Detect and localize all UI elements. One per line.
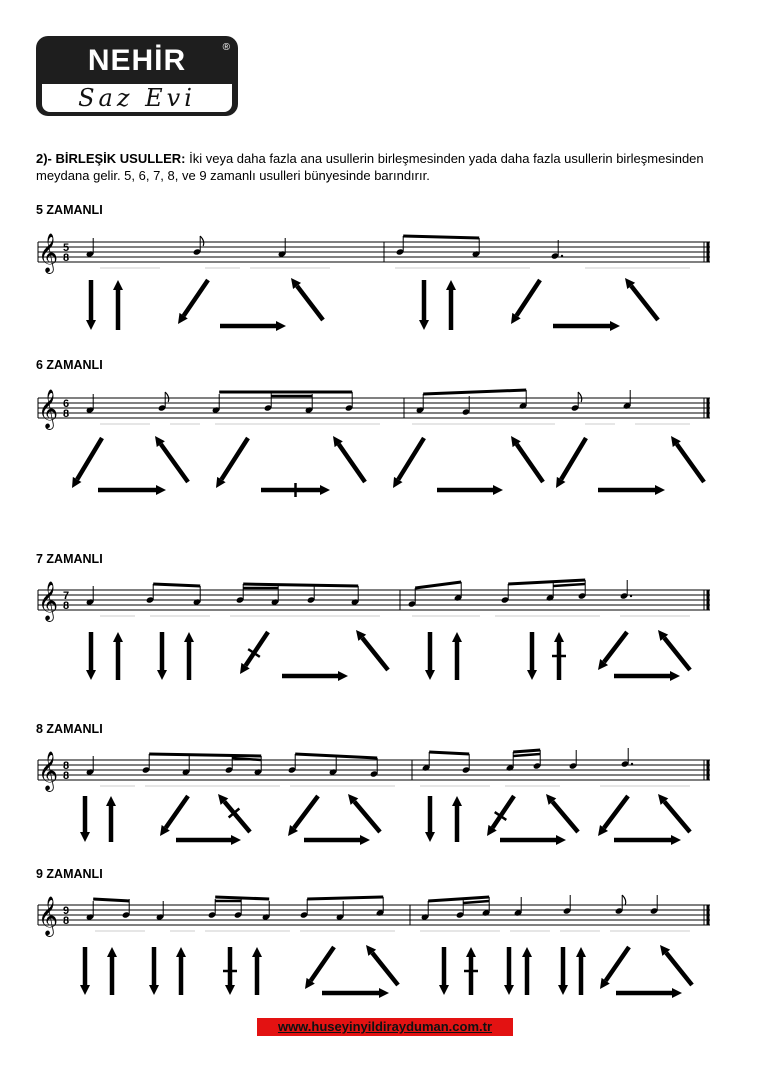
- intro-text: İki veya daha fazla ana usullerin birleşmesinden yada daha fazla usullerin birleşmesinden meydana gelir. 5, 6, 7, 8, ve 9 zamanlı usulleri bünyesinde barındırır.: [36, 151, 704, 183]
- note: [336, 901, 345, 921]
- intro-heading: 2)- BİRLEŞİK USULLER:: [36, 151, 186, 166]
- arrow-right-icon: [500, 835, 566, 845]
- note: [264, 392, 273, 412]
- registered-mark: ®: [222, 42, 230, 53]
- arrow-diagonal-icon: [288, 796, 318, 836]
- note: [462, 754, 471, 774]
- section-title-7: 7 ZAMANLI: [36, 552, 103, 566]
- arrow-up-icon: [107, 947, 117, 995]
- section-title-8: 8 ZAMANLI: [36, 722, 103, 736]
- arrow-diagonal-icon: [291, 278, 323, 320]
- arrow-up-icon: [452, 632, 462, 680]
- note: [501, 584, 510, 604]
- note: [519, 390, 528, 410]
- treble-clef-icon: 𝄞: [38, 896, 59, 936]
- note: [454, 582, 463, 602]
- note: [208, 899, 217, 919]
- time-signature-bottom: 8: [63, 252, 70, 264]
- note: [472, 238, 481, 258]
- arrow-up-icon: [252, 947, 262, 995]
- arrow-down-icon: [86, 632, 96, 680]
- note: [329, 756, 338, 776]
- arrow-down-icon: [527, 632, 537, 680]
- arrow-diagonal-icon: [546, 794, 578, 832]
- time-signature-top: 6: [63, 398, 70, 410]
- time-signature-bottom: 8: [63, 600, 70, 612]
- score-9-zamanli: [0, 885, 768, 1005]
- beam: [429, 752, 469, 754]
- arrow-up-icon: [184, 632, 194, 680]
- arrow-down-icon: [80, 947, 90, 995]
- score-7-zamanli: [0, 570, 768, 690]
- beam: [463, 901, 489, 903]
- score-6-zamanli: [0, 376, 768, 506]
- arrow-up-icon: [552, 632, 566, 680]
- arrow-right-icon: [614, 671, 680, 681]
- note: [86, 238, 95, 258]
- arrow-diagonal-icon: [393, 438, 424, 488]
- note: [288, 754, 297, 774]
- beam: [553, 584, 585, 586]
- arrow-right-icon: [437, 485, 503, 495]
- note: [370, 758, 379, 778]
- beam: [513, 750, 540, 752]
- beam: [423, 390, 526, 394]
- note: [456, 899, 465, 919]
- note: [506, 752, 515, 772]
- arrow-down-icon: [86, 280, 96, 330]
- logo: [36, 36, 238, 116]
- arrow-diagonal-icon: [600, 947, 629, 989]
- note: [462, 396, 471, 416]
- time-signature-top: 5: [63, 242, 70, 254]
- note: [422, 752, 431, 772]
- beam: [508, 580, 585, 584]
- arrow-right-icon: [322, 988, 389, 998]
- note: [86, 756, 95, 776]
- arrow-diagonal-icon: [240, 632, 268, 674]
- note: [156, 901, 165, 921]
- logo-brand: NEHİR: [87, 44, 187, 77]
- score-8-zamanli: [0, 740, 768, 855]
- note: [416, 394, 425, 414]
- arrow-up-icon: [106, 796, 116, 842]
- arrow-down-icon: [149, 947, 159, 995]
- note: [262, 901, 271, 921]
- note: [193, 236, 204, 256]
- arrow-diagonal-icon: [511, 280, 540, 324]
- score-5-zamanli: [0, 220, 768, 345]
- arrow-down-icon: [425, 796, 435, 842]
- arrow-right-icon: [616, 988, 682, 998]
- arrow-down-icon: [439, 947, 449, 995]
- note: [551, 240, 563, 260]
- note: [571, 392, 582, 412]
- note: [158, 392, 169, 412]
- time-signature-bottom: 8: [63, 770, 70, 782]
- arrow-right-icon: [304, 835, 370, 845]
- arrow-diagonal-icon: [155, 436, 188, 482]
- arrow-down-icon: [80, 796, 90, 842]
- arrow-diagonal-icon: [658, 794, 690, 832]
- beam: [215, 897, 269, 899]
- arrow-up-icon: [576, 947, 586, 995]
- note: [307, 584, 316, 604]
- arrow-up-icon: [446, 280, 456, 330]
- arrow-down-icon: [223, 947, 237, 995]
- note: [86, 394, 95, 414]
- arrow-up-icon: [464, 947, 478, 995]
- arrow-up-icon: [452, 796, 462, 842]
- arrow-diagonal-icon: [598, 632, 627, 670]
- intro-paragraph: [36, 150, 726, 184]
- arrow-down-icon: [558, 947, 568, 995]
- arrow-diagonal-icon: [305, 947, 334, 989]
- arrow-right-icon: [176, 835, 241, 845]
- treble-clef-icon: 𝄞: [38, 233, 59, 273]
- note: [396, 236, 405, 256]
- treble-clef-icon: 𝄞: [38, 389, 59, 429]
- arrow-right-icon: [261, 483, 330, 497]
- note: [146, 584, 155, 604]
- section-title-5: 5 ZAMANLI: [36, 203, 103, 217]
- time-signature-bottom: 8: [63, 915, 70, 927]
- arrow-down-icon: [419, 280, 429, 330]
- website-link[interactable]: www.huseyinyildirayduman.com.tr: [257, 1018, 513, 1036]
- arrow-diagonal-icon: [625, 278, 658, 320]
- arrow-diagonal-icon: [348, 794, 380, 832]
- note: [345, 392, 354, 412]
- beam: [243, 584, 358, 586]
- arrow-right-icon: [282, 671, 348, 681]
- arrow-right-icon: [553, 321, 620, 331]
- arrow-right-icon: [98, 485, 166, 495]
- section-title-6: 6 ZAMANLI: [36, 358, 103, 372]
- arrow-diagonal-icon: [160, 796, 188, 836]
- time-signature-top: 8: [63, 760, 70, 772]
- section-title-9: 9 ZAMANLI: [36, 867, 103, 881]
- beam: [149, 754, 261, 756]
- beam: [307, 897, 383, 899]
- beam: [415, 582, 461, 588]
- beam: [428, 897, 489, 901]
- arrow-diagonal-icon: [218, 794, 250, 832]
- note: [142, 754, 151, 774]
- note: [621, 748, 633, 768]
- arrow-up-icon: [113, 632, 123, 680]
- arrow-right-icon: [614, 835, 681, 845]
- arrow-diagonal-icon: [511, 436, 543, 482]
- arrow-diagonal-icon: [178, 280, 208, 324]
- arrow-diagonal-icon: [660, 945, 692, 985]
- arrow-diagonal-icon: [366, 945, 398, 985]
- treble-clef-icon: 𝄞: [38, 581, 59, 621]
- arrow-right-icon: [598, 485, 665, 495]
- note: [514, 897, 523, 917]
- beam: [403, 236, 479, 238]
- time-signature-bottom: 8: [63, 408, 70, 420]
- note: [86, 586, 95, 606]
- arrow-down-icon: [425, 632, 435, 680]
- beam: [93, 899, 129, 901]
- arrow-down-icon: [504, 947, 514, 995]
- note: [351, 586, 360, 606]
- arrow-diagonal-icon: [333, 436, 365, 482]
- beam: [513, 754, 540, 756]
- arrow-up-icon: [522, 947, 532, 995]
- arrow-right-icon: [220, 321, 286, 331]
- note: [182, 756, 191, 776]
- arrow-diagonal-icon: [216, 438, 248, 488]
- arrow-down-icon: [157, 632, 167, 680]
- logo-subtitle: Saz Evi: [42, 84, 232, 112]
- note: [193, 586, 202, 606]
- note: [376, 897, 385, 917]
- arrow-up-icon: [113, 280, 123, 330]
- note: [421, 901, 430, 921]
- note: [86, 901, 95, 921]
- note: [300, 899, 309, 919]
- arrow-diagonal-icon: [72, 438, 102, 488]
- arrow-up-icon: [176, 947, 186, 995]
- time-signature-top: 9: [63, 905, 70, 917]
- note: [278, 238, 287, 258]
- note: [212, 394, 221, 414]
- note: [623, 390, 632, 410]
- beam: [295, 754, 377, 758]
- arrow-diagonal-icon: [658, 630, 690, 670]
- arrow-diagonal-icon: [671, 436, 704, 482]
- arrow-diagonal-icon: [487, 796, 514, 836]
- note: [408, 588, 417, 608]
- time-signature-top: 7: [63, 590, 70, 602]
- note: [546, 582, 555, 602]
- arrow-diagonal-icon: [556, 438, 586, 488]
- arrow-diagonal-icon: [598, 796, 628, 836]
- beam: [153, 584, 200, 586]
- note: [236, 584, 245, 604]
- treble-clef-icon: 𝄞: [38, 751, 59, 791]
- arrow-diagonal-icon: [356, 630, 388, 670]
